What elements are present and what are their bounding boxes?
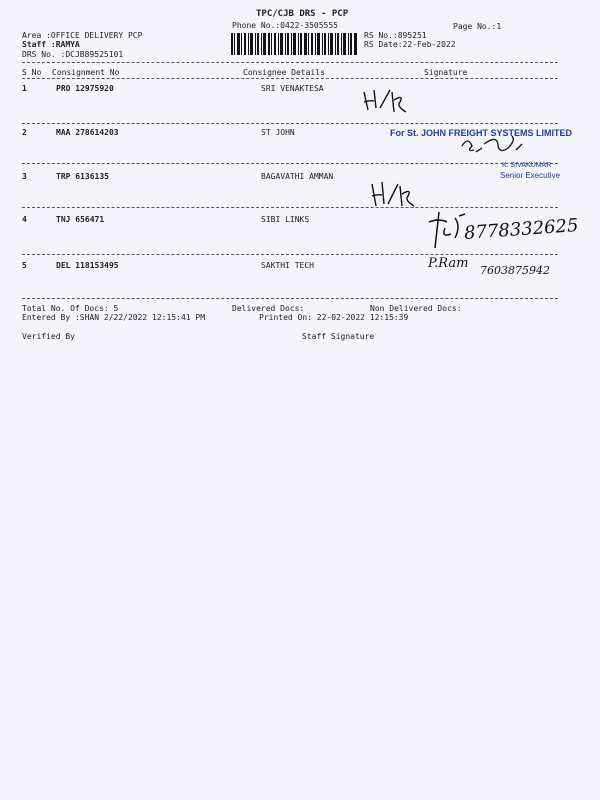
delivered-docs: Delivered Docs:: [232, 304, 305, 313]
handwritten-phone: 7603875942: [480, 264, 550, 277]
handwritten-signature: [368, 178, 418, 210]
company-stamp-name: For St. JOHN FREIGHT SYSTEMS LIMITED: [390, 128, 573, 138]
barcode-image: [231, 33, 357, 55]
page-number: Page No.:1: [453, 22, 502, 31]
printed-on: Printed On: 22-02-2022 12:15:39: [259, 313, 409, 322]
row-sno: 1: [22, 84, 27, 93]
row-consignment: PRO 12975920: [56, 84, 114, 93]
row-sno: 3: [22, 172, 27, 181]
row-consignment: TNJ 656471: [56, 215, 105, 224]
divider: [22, 62, 558, 63]
handwritten-phone: 8778332625: [463, 215, 580, 244]
handwritten-signature: [360, 86, 410, 116]
staff-label: Staff :RAMYA: [22, 40, 80, 49]
row-divider: [22, 163, 558, 164]
row-consignee: BAGAVATHI AMMAN: [261, 172, 334, 181]
col-header-signature: Signature: [424, 68, 468, 77]
rs-date: RS Date:22-Feb-2022: [364, 40, 456, 49]
col-header-sno: S No: [22, 68, 42, 77]
row-consignment: DEL 118153495: [56, 261, 119, 270]
row-divider: [22, 207, 558, 208]
row-consignment: MAA 278614203: [56, 128, 119, 137]
row-divider: [22, 298, 558, 299]
document-title: TPC/CJB DRS - PCP: [256, 9, 349, 19]
row-consignee: ST JOHN: [261, 128, 295, 137]
row-consignee: SAKTHI TECH: [261, 261, 314, 270]
row-consignee: SRI VENAKTESA: [261, 84, 324, 93]
row-divider: [22, 123, 558, 124]
area-label: Area :OFFICE DELIVERY PCP: [22, 31, 143, 40]
row-consignee: SIBI LINKS: [261, 215, 310, 224]
handwritten-signature: [458, 132, 528, 162]
row-sno: 4: [22, 215, 27, 224]
drs-number: DRS No. :DCJB89525101: [22, 50, 124, 59]
row-sno: 2: [22, 128, 27, 137]
rs-number: RS No.:895251: [364, 31, 427, 40]
row-sno: 5: [22, 261, 27, 270]
col-header-consignee: Consignee Details: [243, 68, 325, 77]
stamp-person-name: K. SIVAKUMAR: [502, 162, 552, 169]
verified-by-label: Verified By: [22, 332, 75, 341]
col-header-consignment: Consignment No: [52, 68, 120, 77]
handwritten-name: P.Ram: [428, 256, 469, 271]
divider: [22, 78, 558, 79]
total-docs: Total No. Of Docs: 5: [22, 304, 119, 313]
stamp-designation: Senior Executive: [500, 171, 561, 180]
phone-number: Phone No.:0422-3505555: [232, 21, 338, 30]
staff-signature-label: Staff Signature: [302, 332, 375, 341]
row-divider: [22, 254, 558, 255]
entered-by: Entered By :SHAN 2/22/2022 12:15:41 PM: [22, 313, 206, 322]
non-delivered-docs: Non Delivered Docs:: [370, 304, 462, 313]
row-consignment: TRP 6136135: [56, 172, 109, 181]
